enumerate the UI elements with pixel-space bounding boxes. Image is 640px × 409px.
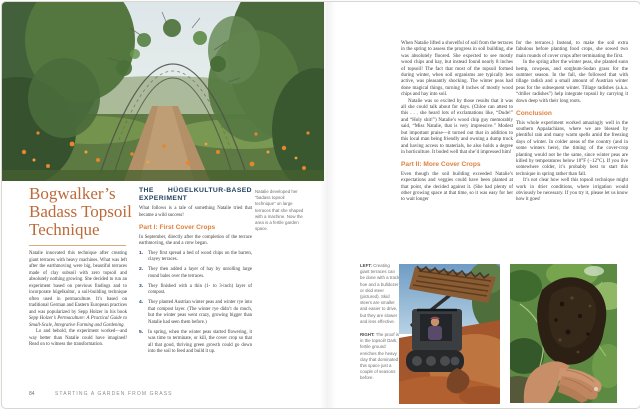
steps-list [139, 251, 252, 356]
page-footer [29, 391, 309, 397]
left-photo-caption: LEFT: Creating giant terraces can be done with a track hoe and a bulldozer or skid steer (pictured). Skid steers are smaller and easier to drive, but they are slower and less effective. [360, 263, 400, 324]
page-number: 84 [29, 391, 35, 397]
part1-heading: Part I: First Cover Crops [139, 224, 216, 231]
title-divider-rule [29, 245, 126, 246]
title-line: Technique [29, 220, 100, 239]
body-paragraph: This whole experiment worked amazingly well in the southern Appalachians, where we are blessed by plentiful rain and many warm spells amid the freezing days of winter. In colder areas of the country (and in some winters here), the timing of the cover-crop planting would not be the same, since winter peas are killed by temperatures below 10°F (−12°C). If you live somewhere colder, it’s probably best to start this technique in spring rather than fall. [516, 120, 628, 177]
bottom-photo-captions [360, 263, 400, 389]
topsoil-hand-photo-art [510, 264, 617, 403]
topsoil-hand-photo [510, 264, 617, 403]
garden-arch-photo-art [2, 2, 324, 181]
section-lede: What follows is a tale of something Natalie tried that became a wild success! [139, 206, 252, 218]
body-paragraph: for the terraces.) Instead, to make the soil extra fabulous before planting food crops, she sowed two main rounds of cover crops after terminating the first. [516, 41, 628, 59]
article-title [29, 185, 149, 239]
hero-garden-photo [2, 2, 324, 181]
skid-steer-photo [399, 264, 500, 404]
intro-paragraph: Natalie innovated this technique after creating giant terraces with heavy machines. What was left after the earthmoving were big, beautiful terraces made of clay subsoil with zero topsoil and absolutely nothing growing. She decided to run an experiment based on previous findings and to incorporate hügelkultur, a soil-building technique often used in permaculture. It’s based on traditional German and Eastern European practices and was popularized by Sepp Holzer in his book Sepp Holzer’s Permaculture: A Practical Guide to Small-Scale, Integrative Farming and Gardening. [29, 251, 127, 328]
conclusion-heading: Conclusion [516, 110, 552, 118]
book-spread [1, 1, 640, 409]
step-item: 3. They finished with a thin (1- to 3-inch) layer of compost. [139, 283, 252, 295]
title-line: Badass Topsoil [29, 202, 132, 221]
body-paragraph: When Natalie lifted a shovelful of soil from the terraces in the spring to assess the progress in soil building, she was absolutely floored. She expected to see mostly wood chips and hay, but instead found nearly 8 inches of topsoil! The fact that most of the topsoil formed during winter, when soil organisms are typically less active, was pleasantly shocking. The winter peas had done magical things, turning 8 inches of mostly wood chips and hay into soil. [401, 41, 513, 98]
spine-shadow [320, 2, 336, 408]
book-title-italic: Sepp Holzer’s Permaculture: A Practical Guide to Small-Scale, Integrative Farming and Gardening. [29, 316, 127, 328]
part1-intro: In September, directly after the completion of the terrace earthmoving, she and a crew began. [139, 234, 252, 246]
intro-column [29, 251, 127, 349]
step-item: 2. They then added a layer of hay by unrolling large round bales over the terraces. [139, 267, 252, 279]
body-paragraph: It’s not clear how well this topsoil technique might work in drier conditions, where irrigation would obviously be necessary. If you try it, please let us know how it goes! [516, 178, 628, 203]
right-column-2 [516, 41, 628, 204]
step-item: 5. In spring, when the winter peas started flowering, it was time to terminate, or kill, the cover crop so that all that good, thriving green growth could go down into the soil to feed and build it up. [139, 329, 252, 354]
hero-photo-caption: Natalie developed her “badass topsoil technique” on large terraces that she shaped with a machine. Now the area is a fertile garden space. [255, 189, 304, 232]
running-title: STARTING A GARDEN FROM GRASS [55, 391, 173, 397]
skid-steer-photo-art [399, 264, 500, 404]
intro-paragraph: Lo and behold, the experiment worked—and way better than Natalie could have imagined! Read on to witness the transformation. [29, 329, 127, 347]
part2-heading: Part II: More Cover Crops [401, 161, 481, 169]
body-paragraph: In the spring after the winter peas, she planted sunn hemp, cowpeas, and sorghum-Sudan grass for the summer season. In the fall, she followed that with tillage radish and a small amount of Austrian winter peas for the subsequent winter. Tillage radishes (a.k.a. “driller radishes”) help integrate topsoil by carrying it down deep with their long roots. [516, 60, 628, 104]
right-column-1 [401, 41, 513, 204]
experiment-column [139, 187, 252, 359]
step-item: 4. They planted Austrian winter peas and winter rye into that compost layer. (The winter rye didn’t do much, but the winter peas went crazy, growing bigger than Natalie had seen them before.) [139, 300, 252, 325]
step-item: 1. They first spread a bed of wood chips on the barren, clayey terraces. [139, 250, 252, 262]
right-photo-caption: RIGHT: The proof is in the topsoil! Dark, fertile ground enriches the heavy clay that dominated this space just a couple of seasons before. [360, 332, 399, 381]
title-line: Bogwalker’s [29, 184, 116, 203]
section-heading: THE HÜGELKULTUR-BASED EXPERIMENT [139, 187, 252, 202]
body-paragraph: Natalie was so excited by those results that it was all she could talk about for days. (Chloe can attest to this . . . she heard lots of exclamations like, “Dude!” and “Holy shit!”) Natalie’s wood chip guy memorably said, “Miss Natalie, that is very impressive.” Modest but important praise—it turned out that in addition to this local man being friendly and owning a dump truck and having access to materials, he also holds a degree in horticulture. It boded well that she’d impressed him! [401, 98, 513, 155]
body-paragraph: Even though the soil building exceeded Natalie’s expectations and veggies could have been planted at that point, she decided against it. (She had plenty of other growing space at that time, so it was easy for her to wait longer [401, 171, 513, 203]
